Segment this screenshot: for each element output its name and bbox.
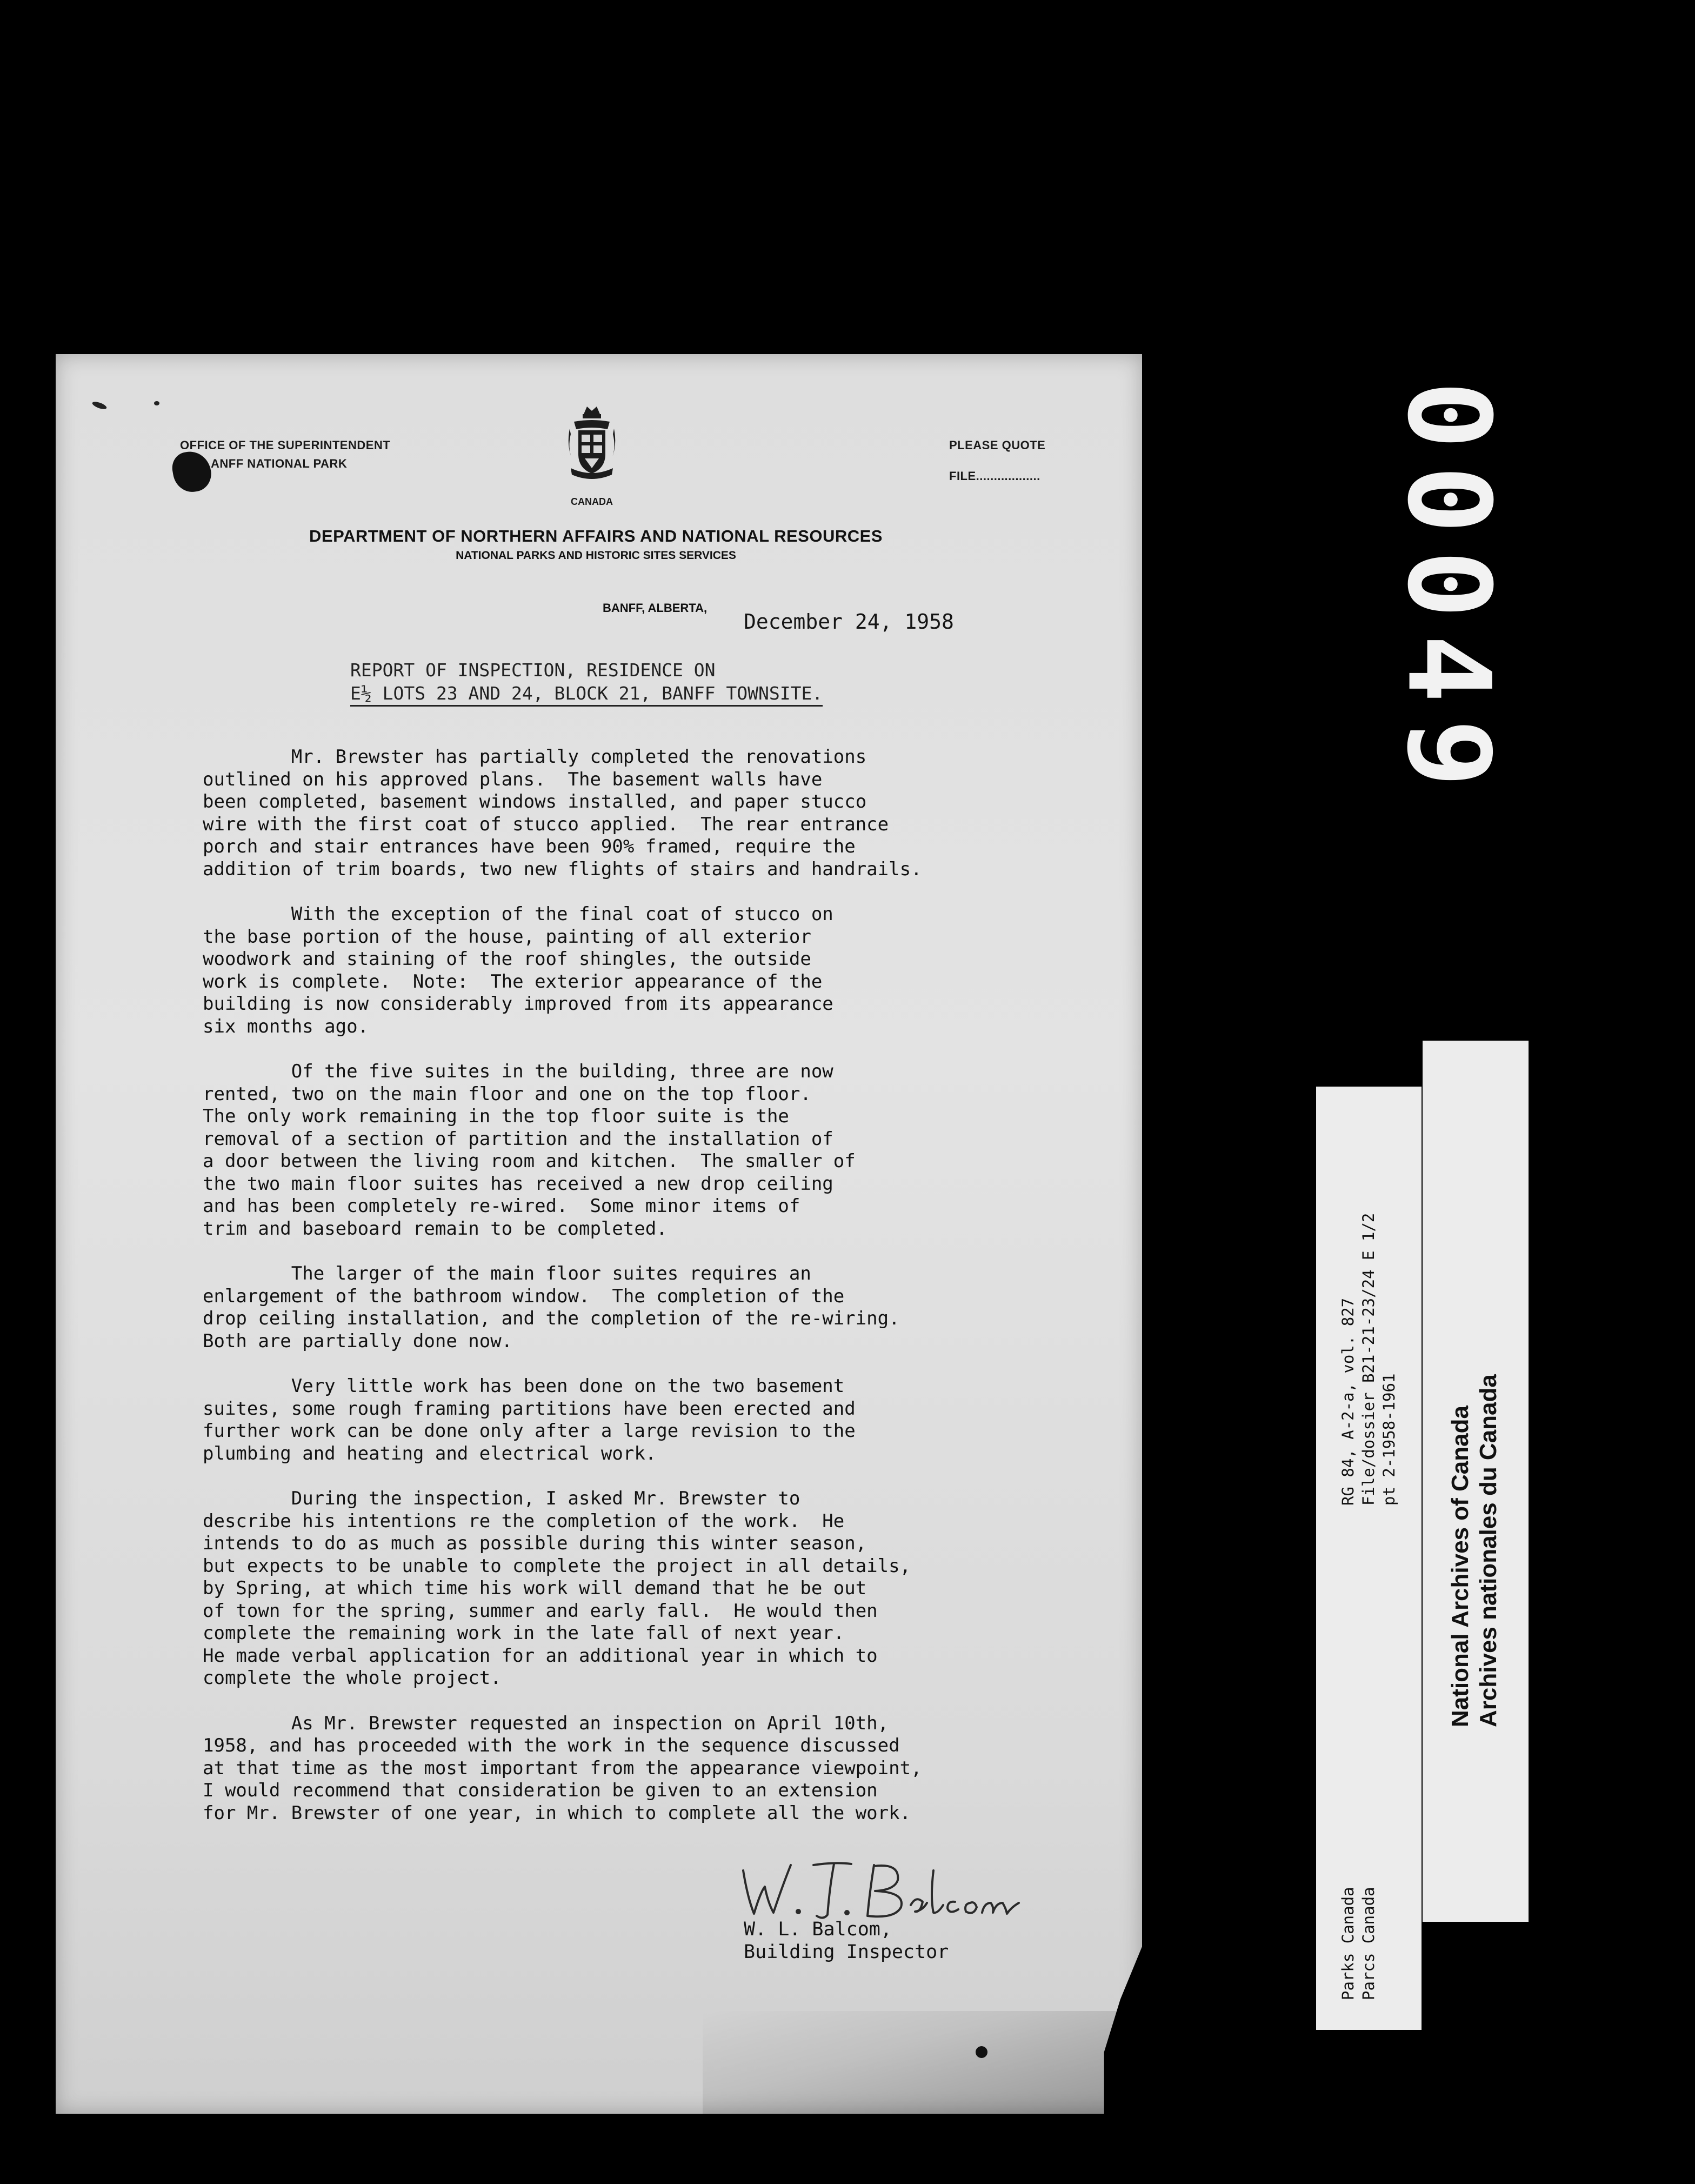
body-paragraph: During the inspection, I asked Mr. Brewster to describe his intentions re the completion of the work. He intends to do as much as possible during this winter season, but expects to be unable to complete the project in all details, by Spring, at which time his work will demand that he be out of town for the spring, summer and early fall. He would then complete the remaining work in the late fall of next year. He made verbal application for an additional year in which to complete the whole project. xyxy=(203,1488,911,1689)
body-paragraph: Of the five suites in the building, three are now rented, two on the main floor and one on the top floor. The only work remaining in the top floor suite is the removal of a section of partition and the installation of a door between the living room and kitchen. The smaller of the two main floor suites has received a new drop ceiling and has been completely re-wired. Some minor items of trim and baseboard remain to be completed. xyxy=(203,1061,856,1240)
office-line-2: ANFF NATIONAL PARK xyxy=(211,457,348,470)
national-archives-fr: Archives nationales du Canada xyxy=(1475,1374,1502,1727)
body-paragraph: With the exception of the final coat of stucco on the base portion of the house, painting of all exterior woodwork and staining of the roof shingles, the outside work is complete. Note: The exterior appearance of the building is now considerably improved from its appearance six months ago. xyxy=(203,903,833,1037)
subject-line xyxy=(350,658,823,705)
body-paragraph: Mr. Brewster has partially completed the renovations outlined on his approved plans. The basement walls have been completed, basement windows installed, and paper stucco wire with the first coat of stucco applied. The rear entrance porch and stair entrances have been 90% framed, require the addition of trim boards, two new flights of stairs and handrails. xyxy=(203,746,922,880)
canada-label: CANADA xyxy=(571,496,613,507)
department-heading: DEPARTMENT OF NORTHERN AFFAIRS AND NATIONAL RESOURCES xyxy=(309,527,883,545)
ink-speck xyxy=(154,401,159,405)
body-paragraph: Very little work has been done on the two basement suites, some rough framing partitions have been erected and further work can be done only after a large revision to the plumbing and heating and electrical work. xyxy=(203,1375,856,1464)
subject-line-1: REPORT OF INSPECTION, RESIDENCE ON xyxy=(350,660,716,681)
body-paragraph: As Mr. Brewster requested an inspection on April 10th, 1958, and has proceeded with the work in the sequence discussed at that time as the most important from the appearance viewpoint, I would recommend that consideration be given to an extension for Mr. Brewster of one year, in which to complete all the work. xyxy=(203,1712,922,1824)
national-archives-label xyxy=(1423,1041,1529,1922)
signatory-name: W. L. Balcom, xyxy=(744,1919,892,1940)
letter-body xyxy=(203,746,1095,1847)
frame-number-text: 00049 xyxy=(1382,380,1515,804)
body-paragraph: The larger of the main floor suites requires an enlargement of the bathroom window. The completion of the drop ceiling installation, and the completion of the re-wiring. Both are partially done now. xyxy=(203,1263,900,1352)
parks-canada-text xyxy=(1338,1887,1379,2000)
place-label: BANFF, ALBERTA, xyxy=(603,601,708,615)
file-label: FILE.................. xyxy=(949,469,1040,483)
subject-line-2: E½ LOTS 23 AND 24, BLOCK 21, BANFF TOWNSITE. xyxy=(350,683,823,707)
signatory-block xyxy=(744,1918,949,1963)
please-quote-label: PLEASE QUOTE xyxy=(949,438,1046,452)
archive-ref-line-2: File/dossier B21-21-23/24 E 1/2 xyxy=(1359,1213,1378,1506)
archive-reference-label xyxy=(1316,1087,1422,2030)
letter-date: December 24, 1958 xyxy=(744,610,954,634)
signatory-title: Building Inspector xyxy=(744,1941,949,1963)
national-archives-en: National Archives of Canada xyxy=(1447,1406,1473,1727)
services-subheading: NATIONAL PARKS AND HISTORIC SITES SERVICES xyxy=(456,549,736,562)
archive-reference-text xyxy=(1338,1213,1399,1506)
frame-number xyxy=(1378,281,1519,903)
coat-of-arms-icon xyxy=(562,404,622,485)
archive-ref-line-3: pt 2-1958-1961 xyxy=(1380,1373,1398,1506)
hole-punch xyxy=(976,2046,987,2058)
archive-ref-line-1: RG 84, A-2-a, vol. 827 xyxy=(1339,1297,1357,1506)
parks-canada-en: Parks Canada xyxy=(1339,1887,1357,2000)
office-line-1: OFFICE OF THE SUPERINTENDENT xyxy=(180,438,391,452)
national-archives-text xyxy=(1446,1374,1503,1727)
parks-canada-fr: Parcs Canada xyxy=(1359,1887,1378,2000)
